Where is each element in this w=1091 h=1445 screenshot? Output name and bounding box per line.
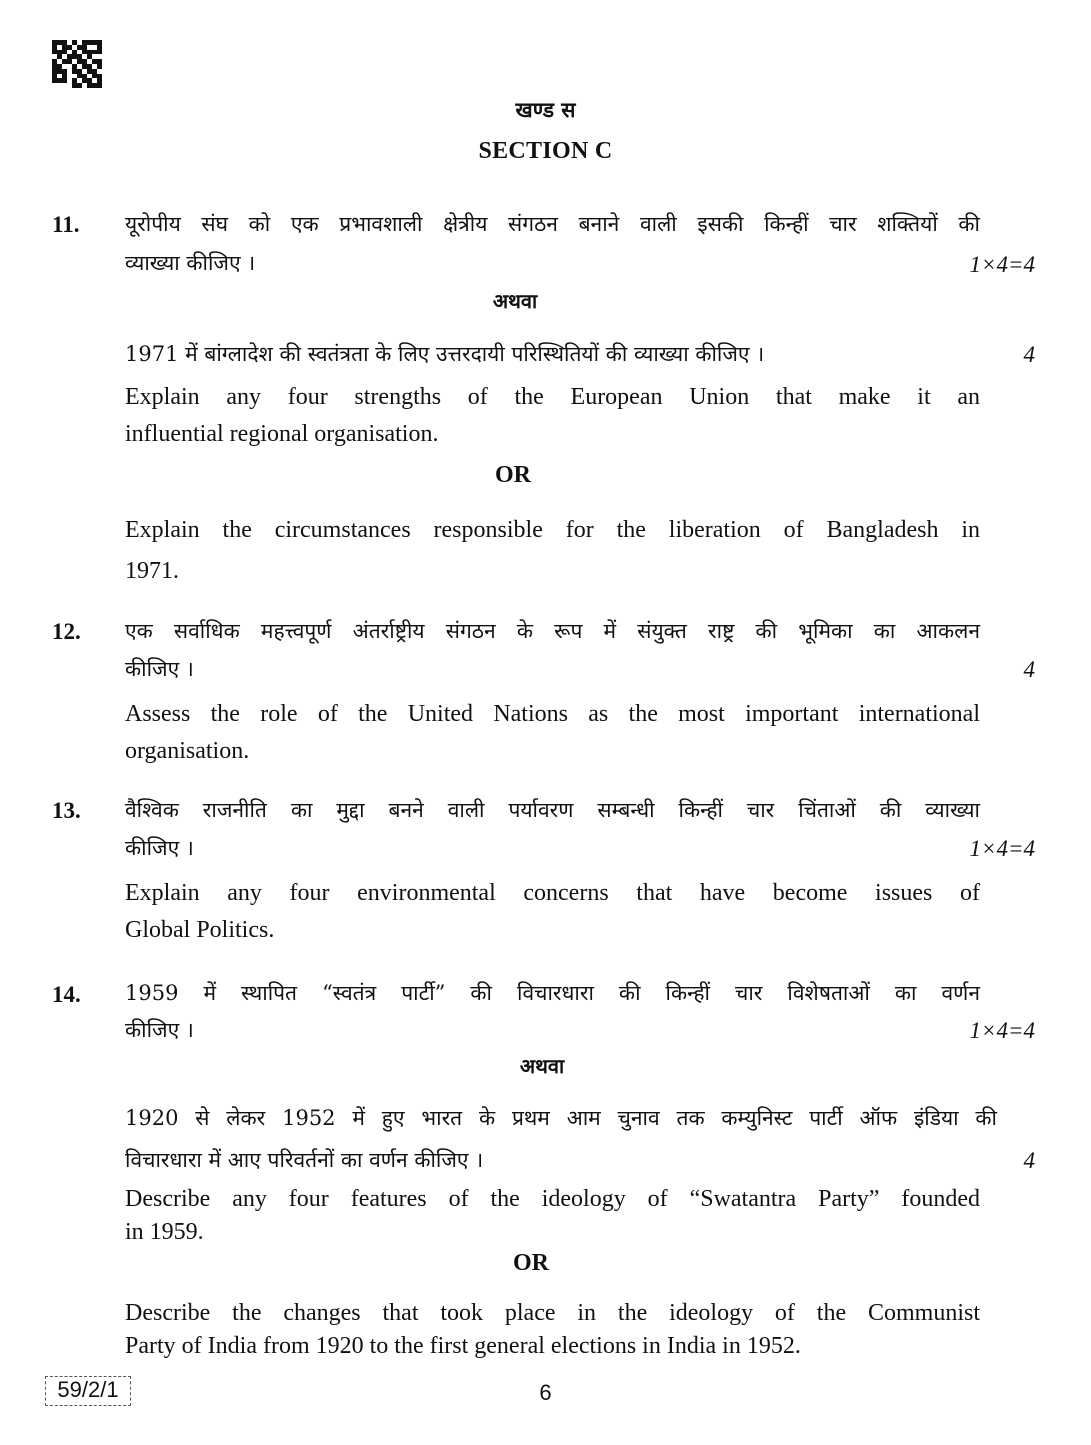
page-number: 6 bbox=[539, 1380, 552, 1405]
q12-english-line-2: organisation. bbox=[125, 738, 250, 764]
q14-english-line-2: in 1959. bbox=[125, 1219, 204, 1245]
q11-alt-marks: 4 bbox=[1023, 342, 1035, 367]
question-number-12: 12. bbox=[52, 619, 81, 644]
q11-alt-english-line-2: 1971. bbox=[125, 558, 179, 584]
q11-alt-hindi: 1971 में बांग्लादेश की स्वतंत्रता के लिए उत्तरदायी परिस्थितियों की व्याख्या कीजिए । bbox=[125, 342, 765, 366]
q14-hindi-line-1: 1959 में स्थापित “स्वतंत्र पार्टी” की विचारधारा की किन्हीं चार विशेषताओं का वर्णन bbox=[125, 981, 980, 1005]
q13-hindi-line-2: कीजिए । bbox=[125, 836, 194, 860]
qr-code-icon bbox=[52, 40, 102, 88]
q14-alt-hindi-line-1: 1920 से लेकर 1952 में हुए भारत के प्रथम आम चुनाव तक कम्युनिस्ट पार्टी ऑफ इंडिया की bbox=[125, 1106, 997, 1130]
q11-alt-english-line-1: Explain the circumstances responsible for the liberation of Bangladesh in bbox=[125, 517, 980, 543]
q11-english-line-1: Explain any four strengths of the European Union that make it an bbox=[125, 384, 980, 410]
question-number-13: 13. bbox=[52, 798, 81, 823]
q12-hindi-line-2: कीजिए । bbox=[125, 657, 194, 681]
q12-hindi-line-1: एक सर्वाधिक महत्त्वपूर्ण अंतर्राष्ट्रीय संगठन के रूप में संयुक्त राष्ट्र की भूमिका का आकलन bbox=[125, 619, 980, 643]
q14-alt-english-line-2: Party of India from 1920 to the first general elections in India in 1952. bbox=[125, 1333, 801, 1359]
question-number-11: 11. bbox=[52, 212, 80, 237]
paper-code: 59/2/1 bbox=[45, 1376, 131, 1406]
q12-english-line-1: Assess the role of the United Nations as the most important international bbox=[125, 701, 980, 727]
q14-or-hindi: अथवा bbox=[519, 1054, 565, 1078]
q14-english-line-1: Describe any four features of the ideology of “Swatantra Party” founded bbox=[125, 1186, 980, 1212]
q11-or-hindi: अथवा bbox=[492, 289, 538, 313]
q13-english-line-2: Global Politics. bbox=[125, 917, 275, 943]
q11-or-english: OR bbox=[495, 462, 531, 488]
q14-or-english: OR bbox=[513, 1250, 549, 1276]
q14-hindi-line-2: कीजिए । bbox=[125, 1018, 194, 1042]
q11-english-line-2: influential regional organisation. bbox=[125, 421, 439, 447]
q13-marks: 1×4=4 bbox=[969, 836, 1035, 861]
q13-english-line-1: Explain any four environmental concerns that have become issues of bbox=[125, 880, 980, 906]
q12-marks: 4 bbox=[1023, 657, 1035, 682]
q14-alt-marks: 4 bbox=[1023, 1148, 1035, 1173]
q14-alt-hindi-line-2: विचारधारा में आए परिवर्तनों का वर्णन कीजिए । bbox=[125, 1148, 484, 1172]
section-title-hindi: खण्ड स bbox=[515, 97, 576, 122]
q11-hindi-line-1: यूरोपीय संघ को एक प्रभावशाली क्षेत्रीय संगठन बनाने वाली इसकी किन्हीं चार शक्तियों की bbox=[125, 212, 980, 236]
section-title-english: SECTION C bbox=[478, 138, 613, 164]
q14-marks: 1×4=4 bbox=[969, 1018, 1035, 1043]
q14-alt-english-line-1: Describe the changes that took place in the ideology of the Communist bbox=[125, 1300, 980, 1326]
question-number-14: 14. bbox=[52, 982, 81, 1007]
q11-hindi-line-2: व्याख्या कीजिए । bbox=[125, 251, 256, 275]
q13-hindi-line-1: वैश्विक राजनीति का मुद्दा बनने वाली पर्यावरण सम्बन्धी किन्हीं चार चिंताओं की व्याख्या bbox=[125, 798, 980, 822]
q11-marks: 1×4=4 bbox=[969, 252, 1035, 277]
